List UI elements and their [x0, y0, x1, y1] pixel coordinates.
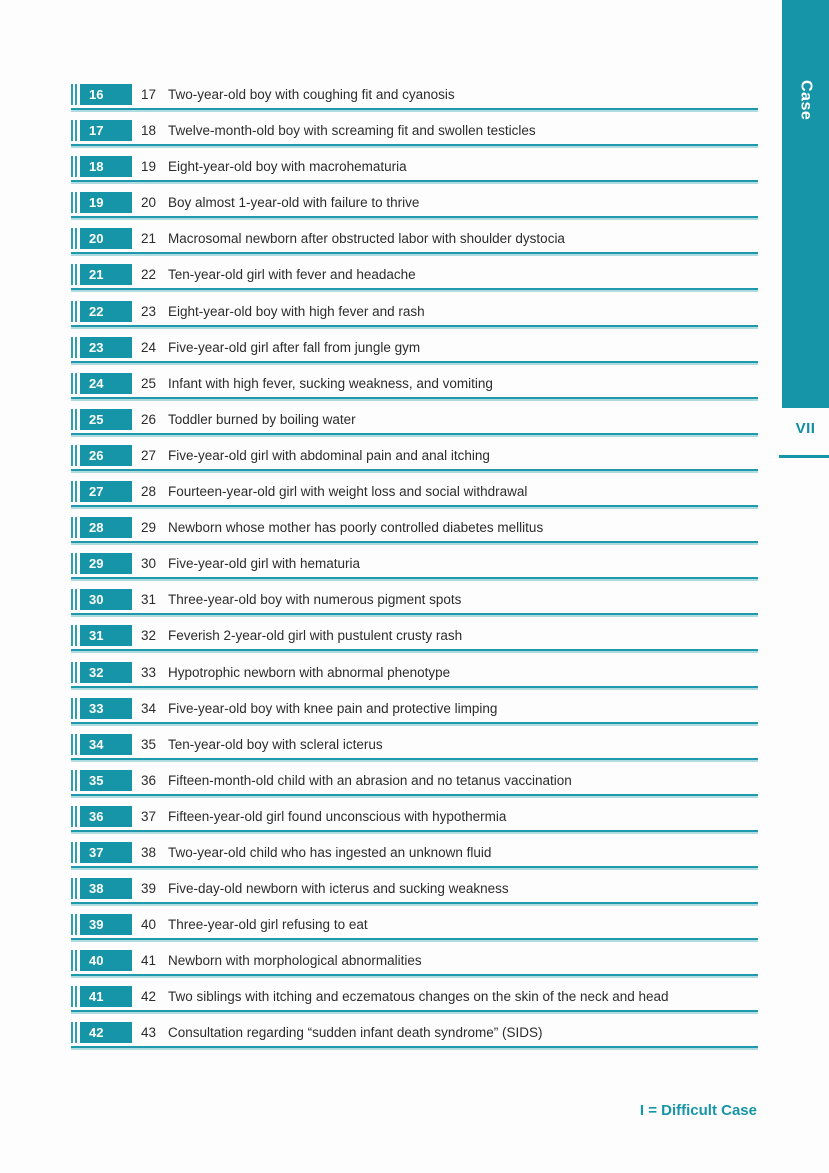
toc-row — [71, 1022, 758, 1058]
page-number: 40 — [140, 917, 156, 933]
case-title: Five-year-old girl with abdominal pain and anal itching — [168, 447, 490, 463]
difficult-case-marker-icon — [71, 950, 77, 971]
difficult-case-marker-icon — [71, 84, 77, 105]
case-number-badge — [80, 373, 132, 394]
case-number: 40 — [89, 953, 104, 969]
case-number: 23 — [89, 339, 104, 355]
toc-row — [71, 950, 758, 986]
case-number: 18 — [89, 159, 104, 175]
case-number-badge — [80, 770, 132, 791]
toc-row — [71, 625, 758, 661]
page-number: 39 — [140, 881, 156, 897]
toc-row — [71, 228, 758, 264]
toc-row — [71, 301, 758, 337]
case-number: 24 — [89, 375, 104, 391]
side-tab — [782, 0, 829, 408]
case-list — [71, 84, 758, 1059]
case-number: 35 — [89, 772, 104, 788]
page-number: 30 — [140, 556, 156, 572]
toc-row — [71, 156, 758, 192]
case-title: Two siblings with itching and eczematous changes on the skin of the neck and head — [168, 989, 669, 1005]
page-number: 21 — [140, 231, 156, 247]
toc-row — [71, 120, 758, 156]
case-number: 28 — [89, 520, 104, 536]
case-number-badge — [80, 806, 132, 827]
page-number: 23 — [140, 303, 156, 319]
toc-row — [71, 914, 758, 950]
case-title: Five-year-old boy with knee pain and protective limping — [168, 700, 498, 716]
toc-row — [71, 806, 758, 842]
page-number: 26 — [140, 411, 156, 427]
folio-page-number: VII — [795, 420, 816, 437]
toc-row — [71, 842, 758, 878]
page-number: 32 — [140, 628, 156, 644]
case-number-badge — [80, 553, 132, 574]
page-number: 42 — [140, 989, 156, 1005]
case-number-badge — [80, 192, 132, 213]
case-number: 29 — [89, 556, 104, 572]
page-number: 29 — [140, 520, 156, 536]
toc-row — [71, 986, 758, 1022]
case-number: 26 — [89, 447, 104, 463]
difficult-case-marker-icon — [71, 914, 77, 935]
difficult-case-marker-icon — [71, 986, 77, 1007]
toc-row — [71, 264, 758, 300]
page-number: 31 — [140, 592, 156, 608]
case-title: Ten-year-old boy with scleral icterus — [168, 736, 383, 752]
case-number: 17 — [89, 123, 104, 139]
case-title: Five-year-old girl after fall from jungle gym — [168, 339, 421, 355]
page-number: 36 — [140, 772, 156, 788]
difficult-case-marker-icon — [71, 120, 77, 141]
toc-row — [71, 84, 758, 120]
toc-row — [71, 734, 758, 770]
folio-rule — [779, 455, 829, 458]
case-number-badge — [80, 1022, 132, 1043]
page-number: 38 — [140, 844, 156, 860]
case-number-badge — [80, 842, 132, 863]
side-tab-label: Case — [797, 80, 815, 121]
case-title: Eight-year-old boy with macrohematuria — [168, 159, 407, 175]
difficult-case-marker-icon — [71, 517, 77, 538]
case-number-badge — [80, 409, 132, 430]
toc-row — [71, 662, 758, 698]
case-title: Fifteen-month-old child with an abrasion and no tetanus vaccination — [168, 772, 572, 788]
page-number: 41 — [140, 953, 156, 969]
case-title: Toddler burned by boiling water — [168, 411, 356, 427]
toc-row — [71, 481, 758, 517]
case-number: 25 — [89, 411, 104, 427]
page-number: 22 — [140, 267, 156, 283]
difficult-case-marker-icon — [71, 481, 77, 502]
case-number: 33 — [89, 700, 104, 716]
case-title: Five-day-old newborn with icterus and sucking weakness — [168, 881, 509, 897]
case-number-badge — [80, 878, 132, 899]
difficult-case-marker-icon — [71, 734, 77, 755]
case-number-badge — [80, 986, 132, 1007]
case-title: Newborn with morphological abnormalities — [168, 953, 422, 969]
case-number: 38 — [89, 881, 104, 897]
toc-row — [71, 445, 758, 481]
case-number-badge — [80, 337, 132, 358]
page-number: 18 — [140, 123, 156, 139]
difficult-case-marker-icon — [71, 553, 77, 574]
case-number: 21 — [89, 267, 104, 283]
case-number: 20 — [89, 231, 104, 247]
difficult-case-legend — [640, 1102, 757, 1119]
case-number: 39 — [89, 917, 104, 933]
difficult-case-marker-icon — [71, 156, 77, 177]
page-number: 25 — [140, 375, 156, 391]
toc-row — [71, 373, 758, 409]
case-title: Hypotrophic newborn with abnormal phenotype — [168, 664, 451, 680]
case-number-badge — [80, 914, 132, 935]
difficult-case-marker-icon — [71, 192, 77, 213]
case-number-badge — [80, 481, 132, 502]
case-number-badge — [80, 156, 132, 177]
toc-row — [71, 409, 758, 445]
page-number: 27 — [140, 447, 156, 463]
page-number: 33 — [140, 664, 156, 680]
case-number: 30 — [89, 592, 104, 608]
case-number: 22 — [89, 303, 104, 319]
difficult-case-marker-icon — [71, 770, 77, 791]
page-number: 37 — [140, 808, 156, 824]
case-number-badge — [80, 264, 132, 285]
toc-row — [71, 517, 758, 553]
difficult-case-marker-icon — [71, 698, 77, 719]
case-number: 19 — [89, 195, 104, 211]
case-title: Fourteen-year-old girl with weight loss and social withdrawal — [168, 484, 528, 500]
toc-row — [71, 589, 758, 625]
page-number: 24 — [140, 339, 156, 355]
page-number: 17 — [140, 87, 156, 102]
case-number-badge — [80, 301, 132, 322]
case-number-badge — [80, 445, 132, 466]
case-number: 36 — [89, 808, 104, 824]
toc-row — [71, 698, 758, 734]
case-number-badge — [80, 950, 132, 971]
case-number-badge — [80, 120, 132, 141]
case-number: 16 — [89, 87, 104, 102]
difficult-case-marker-icon — [71, 445, 77, 466]
case-title: Consultation regarding “sudden infant death syndrome” (SIDS) — [168, 1025, 543, 1041]
case-title: Twelve-month-old boy with screaming fit and swollen testicles — [168, 123, 536, 139]
case-title: Fifteen-year-old girl found unconscious with hypothermia — [168, 808, 507, 824]
case-number-badge — [80, 662, 132, 683]
case-title: Three-year-old boy with numerous pigment spots — [168, 592, 462, 608]
case-title: Five-year-old girl with hematuria — [168, 556, 361, 572]
page-number: 19 — [140, 159, 156, 175]
difficult-case-marker-icon — [71, 373, 77, 394]
toc-row — [71, 192, 758, 228]
toc-row — [71, 337, 758, 373]
difficult-case-marker-icon — [71, 409, 77, 430]
page-number: 43 — [140, 1025, 156, 1041]
case-number: 42 — [89, 1025, 104, 1041]
case-title: Macrosomal newborn after obstructed labor with shoulder dystocia — [168, 231, 565, 247]
page-number: 28 — [140, 484, 156, 500]
case-number: 34 — [89, 736, 104, 752]
case-title: Boy almost 1-year-old with failure to thrive — [168, 195, 420, 211]
difficult-case-marker-icon — [71, 662, 77, 683]
difficult-case-marker-icon — [71, 1022, 77, 1043]
toc-row — [71, 553, 758, 589]
difficult-case-marker-icon — [71, 589, 77, 610]
difficult-case-marker-icon — [71, 264, 77, 285]
toc-row — [71, 770, 758, 806]
difficult-case-marker-icon — [71, 301, 77, 322]
case-number-badge — [80, 228, 132, 249]
difficult-case-marker-icon — [71, 625, 77, 646]
case-number-badge — [80, 625, 132, 646]
case-title: Infant with high fever, sucking weakness, and vomiting — [168, 375, 493, 391]
difficult-case-marker-icon — [71, 842, 77, 863]
case-number-badge — [80, 517, 132, 538]
case-number-badge — [80, 698, 132, 719]
case-title: Newborn whose mother has poorly controlled diabetes mellitus — [168, 520, 544, 536]
difficult-case-marker-icon — [71, 806, 77, 827]
difficult-case-marker-icon — [71, 228, 77, 249]
page-number: 20 — [140, 195, 156, 211]
case-title: Three-year-old girl refusing to eat — [168, 917, 368, 933]
case-number-badge — [80, 84, 132, 105]
toc-row — [71, 878, 758, 914]
case-number: 31 — [89, 628, 104, 644]
case-title: Two-year-old child who has ingested an unknown fluid — [168, 844, 492, 860]
case-title: Ten-year-old girl with fever and headache — [168, 267, 416, 283]
case-number-badge — [80, 734, 132, 755]
legend-text: I = Difficult Case — [639, 1102, 757, 1119]
case-number: 32 — [89, 664, 104, 680]
case-number: 41 — [89, 989, 104, 1005]
case-title: Two-year-old boy with coughing fit and cyanosis — [168, 87, 455, 102]
page-number: 35 — [140, 736, 156, 752]
case-title: Eight-year-old boy with high fever and rash — [168, 303, 425, 319]
case-number-badge — [80, 589, 132, 610]
difficult-case-marker-icon — [71, 337, 77, 358]
page-number: 34 — [140, 700, 156, 716]
case-number: 27 — [89, 484, 104, 500]
case-number: 37 — [89, 844, 104, 860]
case-title: Feverish 2-year-old girl with pustulent crusty rash — [168, 628, 463, 644]
difficult-case-marker-icon — [71, 878, 77, 899]
